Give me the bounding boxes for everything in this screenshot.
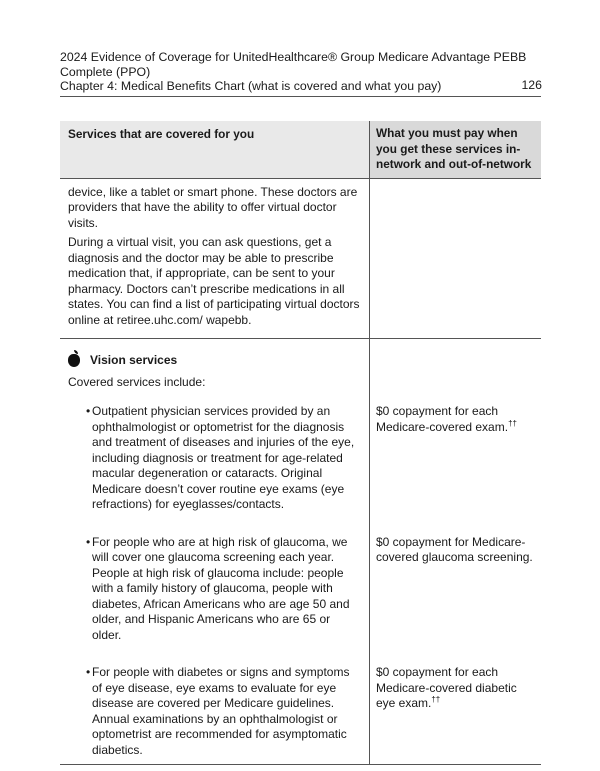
table-row bbox=[60, 178, 541, 339]
continued-text: device, like a tablet or smart phone. These doctors are providers that have the ability to offer virtual doctor visits. bbox=[68, 184, 358, 230]
cost-text: $0 copayment for Medicare-covered glaucoma screening. bbox=[376, 534, 533, 564]
column-header-cost: What you must pay when you get these services in-network and out-of-network bbox=[370, 121, 542, 178]
chapter-title: Chapter 4: Medical Benefits Chart (what is covered and what you pay) bbox=[60, 79, 442, 93]
apple-icon bbox=[68, 354, 80, 367]
footnote-mark: †† bbox=[508, 418, 517, 428]
column-header-services: Services that are covered for you bbox=[60, 121, 370, 178]
continued-text: During a virtual visit, you can ask questions, get a diagnosis and the doctor may be able to prescribe medication that, if appropriate, can be sent to your pharmacy. Doctors can’t prescribe medications in all states. You can find a list of participating virtual doctors online at retiree.uhc.com/ wapebb. bbox=[68, 235, 360, 327]
header-divider bbox=[60, 96, 541, 97]
section-intro: Covered services include: bbox=[68, 374, 206, 389]
cost-text: $0 copayment for each Medicare-covered exam. bbox=[376, 404, 509, 434]
section-title: Vision services bbox=[90, 353, 178, 367]
service-description: Outpatient physician services provided by an ophthalmologist or optometrist for the diagnosis and treatment of diseases and injuries of the eye, including diagnosis or treatment for age-related macular degeneration or cataracts. Original Medicare doesn’t cover routine eye exams (eye refractions) for eyeglasses/contacts. bbox=[92, 404, 355, 511]
table-row: • For people with diabetes or signs and symptoms of eye disease, eye exams to evaluate for eye disease are covered per Medicare guidelines. Annual examinations by an ophthalmologist or optometrist are recommended for asymptomatic diabetics. $0 copayment for each Medicare-covered diabetic eye exam.†† bbox=[60, 665, 541, 765]
service-description: For people with diabetes or signs and symptoms of eye disease, eye exams to evaluate for eye disease are covered per Medicare guidelines. Annual examinations by an ophthalmologist or optometrist are recommended for asymptomatic diabetics. bbox=[92, 665, 350, 757]
cost-text: $0 copayment for each Medicare-covered diabetic eye exam. bbox=[376, 665, 517, 710]
document-title: 2024 Evidence of Coverage for UnitedHealthcare® Group Medicare Advantage PEBB Complete (PPO) bbox=[60, 50, 527, 79]
table-row: • For people who are at high risk of glaucoma, we will cover one glaucoma screening each year. People at high risk of glaucoma include: people with a family history of glaucoma, people with diabetes, African Americans who are age 50 and older, and Hispanic Americans who are 65 or older. $0 copayment for Medicare-covered glaucoma screening. bbox=[60, 535, 541, 666]
service-description: For people who are at high risk of glaucoma, we will cover one glaucoma screening each year. People at high risk of glaucoma include: people with a family history of glaucoma, people with diabetes, African Americans who are age 50 and older, and Hispanic Americans who are 65 or older. bbox=[92, 534, 350, 642]
page-header bbox=[60, 50, 541, 94]
footnote-mark: †† bbox=[431, 695, 441, 704]
page-number: 126 bbox=[521, 78, 542, 92]
table-row bbox=[60, 339, 541, 405]
table-row: • Outpatient physician services provided by an ophthalmologist or optometrist for the diagnosis and treatment of diseases and injuries of the eye, including diagnosis or treatment for age-related macular degeneration or cataracts. Original Medicare doesn’t cover routine eye exams (eye refractions) for eyeglasses/contacts. $0 copayment for each Medicare-covered exam.†† bbox=[60, 404, 541, 535]
benefits-table bbox=[60, 121, 541, 765]
